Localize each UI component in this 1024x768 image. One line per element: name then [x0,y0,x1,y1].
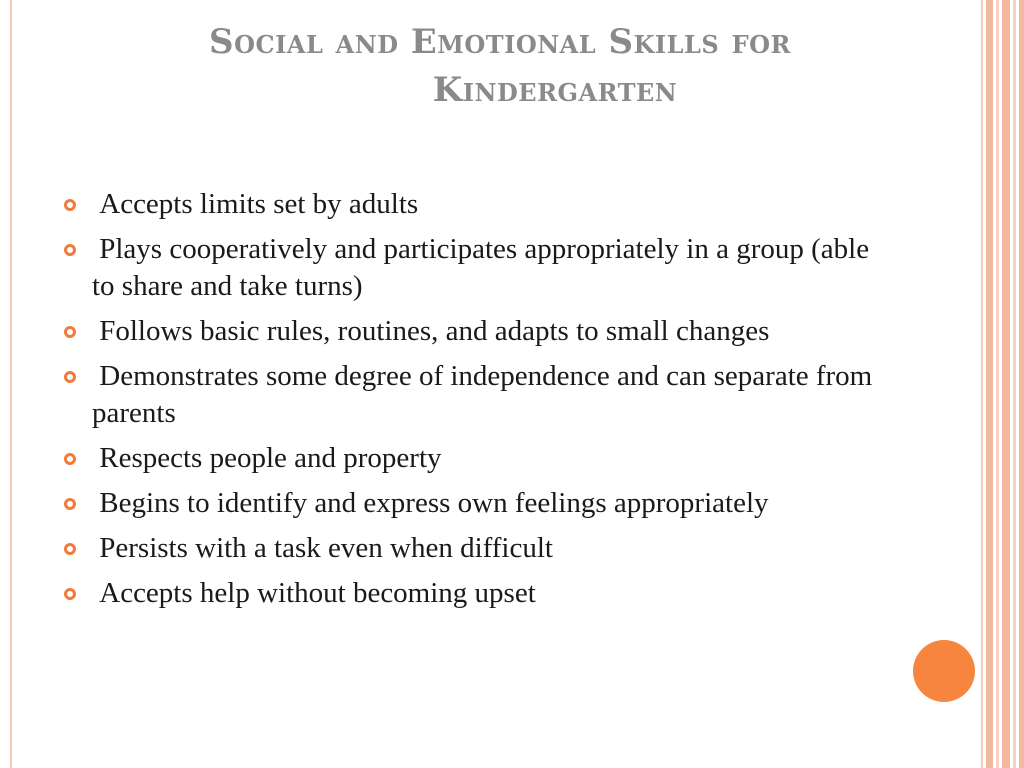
ring-bullet-icon [64,453,76,465]
ring-bullet-icon [64,588,76,600]
title-line-2: Kindergarten [432,70,678,110]
list-item [62,313,882,350]
list-item [62,231,882,305]
ring-bullet-icon [64,326,76,338]
right-stripe [1019,0,1024,768]
ring-bullet-icon [64,498,76,510]
bullet-list [62,186,882,620]
bullet-text: Plays cooperatively and participates appropriately in a group (able to share and take turns) [92,233,870,302]
list-item [62,440,882,477]
slide-title [60,18,940,114]
list-item [62,575,882,612]
left-border-line [10,0,12,768]
orange-circle-icon [913,640,975,702]
right-stripe [996,0,999,768]
right-stripe [1013,0,1016,768]
right-stripe [986,0,993,768]
bullet-text: Begins to identify and express own feelings appropriately [99,487,769,519]
bullet-text: Respects people and property [99,442,442,474]
ring-bullet-icon [64,543,76,555]
right-stripe [981,0,983,768]
right-stripe [1002,0,1010,768]
bullet-text: Persists with a task even when difficult [99,532,553,564]
ring-bullet-icon [64,371,76,383]
list-item [62,485,882,522]
list-item [62,186,882,223]
bullet-text: Demonstrates some degree of independence and can separate from parents [92,360,873,429]
bullet-text: Follows basic rules, routines, and adapts to small changes [99,315,770,347]
ring-bullet-icon [64,244,76,256]
bullet-text: Accepts help without becoming upset [99,577,536,609]
ring-bullet-icon [64,199,76,211]
bullet-text: Accepts limits set by adults [99,188,419,220]
title-line-1: Social and Emotional Skills for [209,22,791,62]
list-item [62,358,882,432]
list-item [62,530,882,567]
